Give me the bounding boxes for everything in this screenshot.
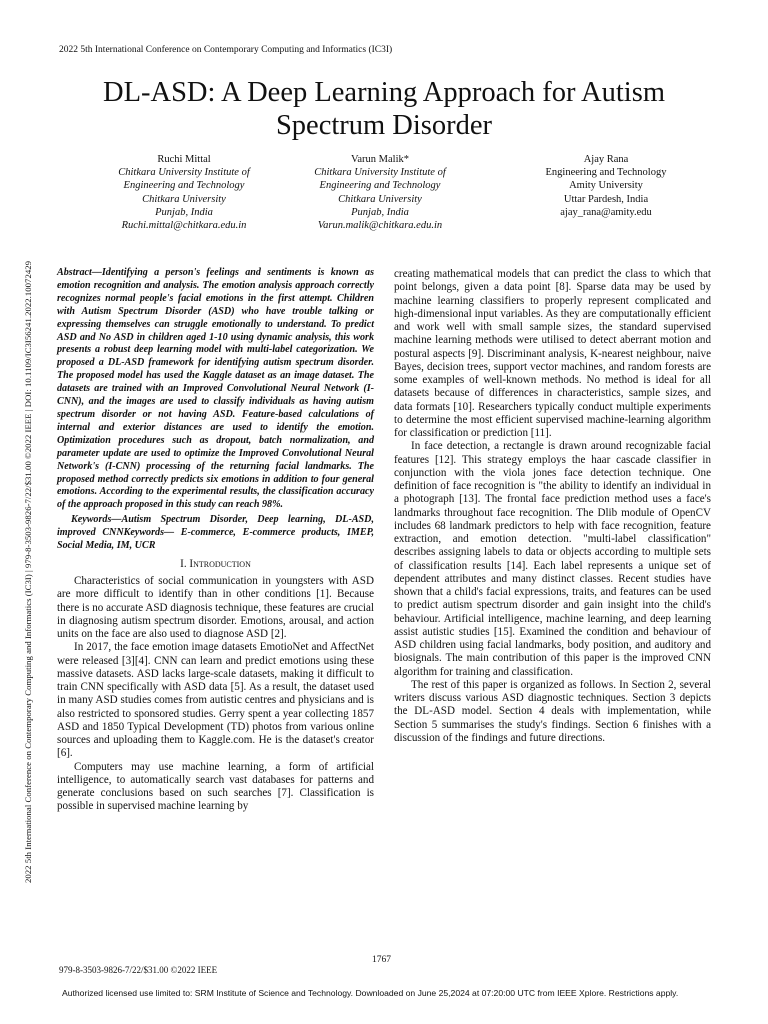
author-name: Varun Malik* [350,154,410,165]
page-number: 1767 [372,955,391,965]
section-title: Introduction [189,557,251,570]
left-column [57,267,374,814]
keywords: Keywords—Autism Spectrum Disorder, Deep learning, DL-ASD, improved CNNKeywords— E-commerce, E-commerce products, IMEP, Social Media, IM, UCR [57,514,374,552]
author-affiliation: Engineering and Technology [319,180,441,192]
paragraph: In 2017, the face emotion image datasets EmotioNet and AffectNet were released [3][4]. CNN can learn and predict emotions using these massive datasets. ASD lacks large-scale datasets, making it difficult to train CNN specifically with ASD data [5]. As a result, the dataset used in many ASD studies comes from autistic centres and physicians and is also restricted to sponsored studies. Gerry spent a year collecting 1857 ASD and 1850 Typical Development (TD) photos from various online sources and uploading them to Kaggle.com. He is the dataset's creator [6]. [57,641,374,760]
author-email: ajay_rana@amity.edu [560,206,652,218]
author-affiliation: Chitkara University [142,193,226,205]
author-affiliation: Uttar Pardesh, India [563,193,649,205]
issn-line: 979-8-3503-9826-7/22/$31.00 ©2022 IEEE [59,965,218,975]
author-affiliation: Amity University [569,180,643,192]
right-column [394,268,711,745]
paragraph: creating mathematical models that can predict the class to which that point belongs, given a data point [8]. Sparse data may be used by machine learning classifiers to properly represent complicated and high-dimensional input variables. As they are computationally efficient and work well with small sample sizes, the standard supervised machine learning methods were utilised to detect aberrant motion and postural aspects [9]. Discriminant analysis, K-nearest neighbour, naive Bayes, decision trees, support vector machines, and random forests are some examples of well-known methods. No method is ideal for all datasets because of differences in characteristics, sample sizes, and data formats [10]. Researchers typically conduct multiple experiments to determine the most efficient supervised machine-learning algorithm for classification or prediction [11]. [394,268,711,439]
side-doi-text: 2022 5th International Conference on Contemporary Computing and Informatics (IC3I) | 979-8-3503-9826-7/22/$31.00 ©2022 IEEE | DOI: 10.1109/IC3I56241.2022.10072429 [23,260,33,883]
author-affiliation: Engineering and Technology [545,167,667,179]
section-number: I. [180,557,187,570]
license-footer: Authorized licensed use limited to: SRM Institute of Science and Technology. Downloaded on June 25,2024 at 07:20:00 UTC from IEEE Xplore. Restrictions apply. [62,988,679,998]
paragraph: The rest of this paper is organized as follows. In Section 2, several writers discuss various ASD diagnostic techniques. Section 3 depicts the DL-ASD model. Section 4 deals with implementation, while Section 5 summarises the study's findings. Section 6 finishes with a discussion of the findings and future directions. [394,678,711,744]
author-email: Varun.malik@chitkara.edu.in [317,220,443,232]
author-affiliation: Punjab, India [155,206,213,218]
author-affiliation: Engineering and Technology [123,180,245,192]
author-block-2 [265,153,495,232]
paragraph: Characteristics of social communication in youngsters with ASD are more difficult to identify than in other conditions [1]. Because there is no accurate ASD diagnosis technique, these features are crucial in diagnosing autism spectrum disorder. Emotions, arousal, and action units on the face are also used to diagnose ASD [2]. [57,575,374,641]
paragraph: In face detection, a rectangle is drawn around recognizable facial features [12]. This strategy employs the haar cascade classifier in conjunction with the viola jones face detection technique. One definition of face recognition is "the ability to identify an individual in a photograph [13]. The frontal face prediction method uses a face's landmarks throughout face recognition. The Dlib module of OpenCV includes 68 landmark predictors to help with face recognition, feature extraction, and emotion detection. "multi-label classification" describes assigning labels to data or objects according to multiple sets of classification results [14]. Each label represents a unique set of dependent attributes and many distinct classes. Recent studies have shown that a child's facial expressions, traits, and features can be used to predict autism spectrum disorder and gain insight into the child's behaviour. Artificial intelligence, machine learning, and deep learning assist autistic studies [15]. Examined the condition and behaviour of ASD children using facial landmarks, body position, and auditory and biosignals. The main contribution of this paper is the improved CNN algorithm for training and classification. [394,440,711,678]
paper-title: DL-ASD: A Deep Learning Approach for Autism Spectrum Disorder [103,77,665,141]
section-heading-introduction [57,558,374,571]
author-name: Ajay Rana [583,154,629,165]
author-affiliation: Punjab, India [351,206,409,218]
author-name: Ruchi Mittal [157,154,211,165]
author-affiliation: Chitkara University Institute of [118,167,250,179]
abstract: Abstract—Identifying a person's feelings and sentiments is known as emotion recognition and analysis. The emotion analysis approach correctly recognizes normal people's facial emotions in the first attempt. Children with Autism Spectrum Disorder (ASD) who have trouble talking or expressing themselves can struggle emotionally to understand. To predict ASD and No ASD in children aged 1-10 using dynamic analysis, this work presents a robust deep learning model with multi-label categorization. We proposed a DL-ASD framework for identifying autism spectrum disorder. The proposed model has used the Kaggle dataset as an image dataset. The datasets are trained with an Improved Convolutional Neural Network (I-CNN), and the images are used to classify individuals as having autism spectrum disorder or not having ASD. Feature-based calculations of internal and exterior distances are used to identify the emotion. Optimization procedures such as dropout, batch normalization, and parameter update are used to optimize the Improved Convolutional Neural Network's (I-CNN) processing of the returning facial landmarks. The proposed method correctly predicts six emotions in addition to four general emotions. According to the experimental results, the classification accuracy of the approach proposed in this study can reach 98%. [57,267,374,511]
author-affiliation: Chitkara University Institute of [314,167,446,179]
conference-header: 2022 5th International Conference on Contemporary Computing and Informatics (IC3I) [59,45,393,55]
paragraph: Computers may use machine learning, a form of artificial intelligence, to automatically search vast databases for patterns and generate conclusions based on such searches [7]. Classification is possible in supervised machine learning by [57,760,374,813]
author-email: Ruchi.mittal@chitkara.edu.in [121,220,247,232]
author-block-3 [491,153,721,219]
author-affiliation: Chitkara University [338,193,422,205]
